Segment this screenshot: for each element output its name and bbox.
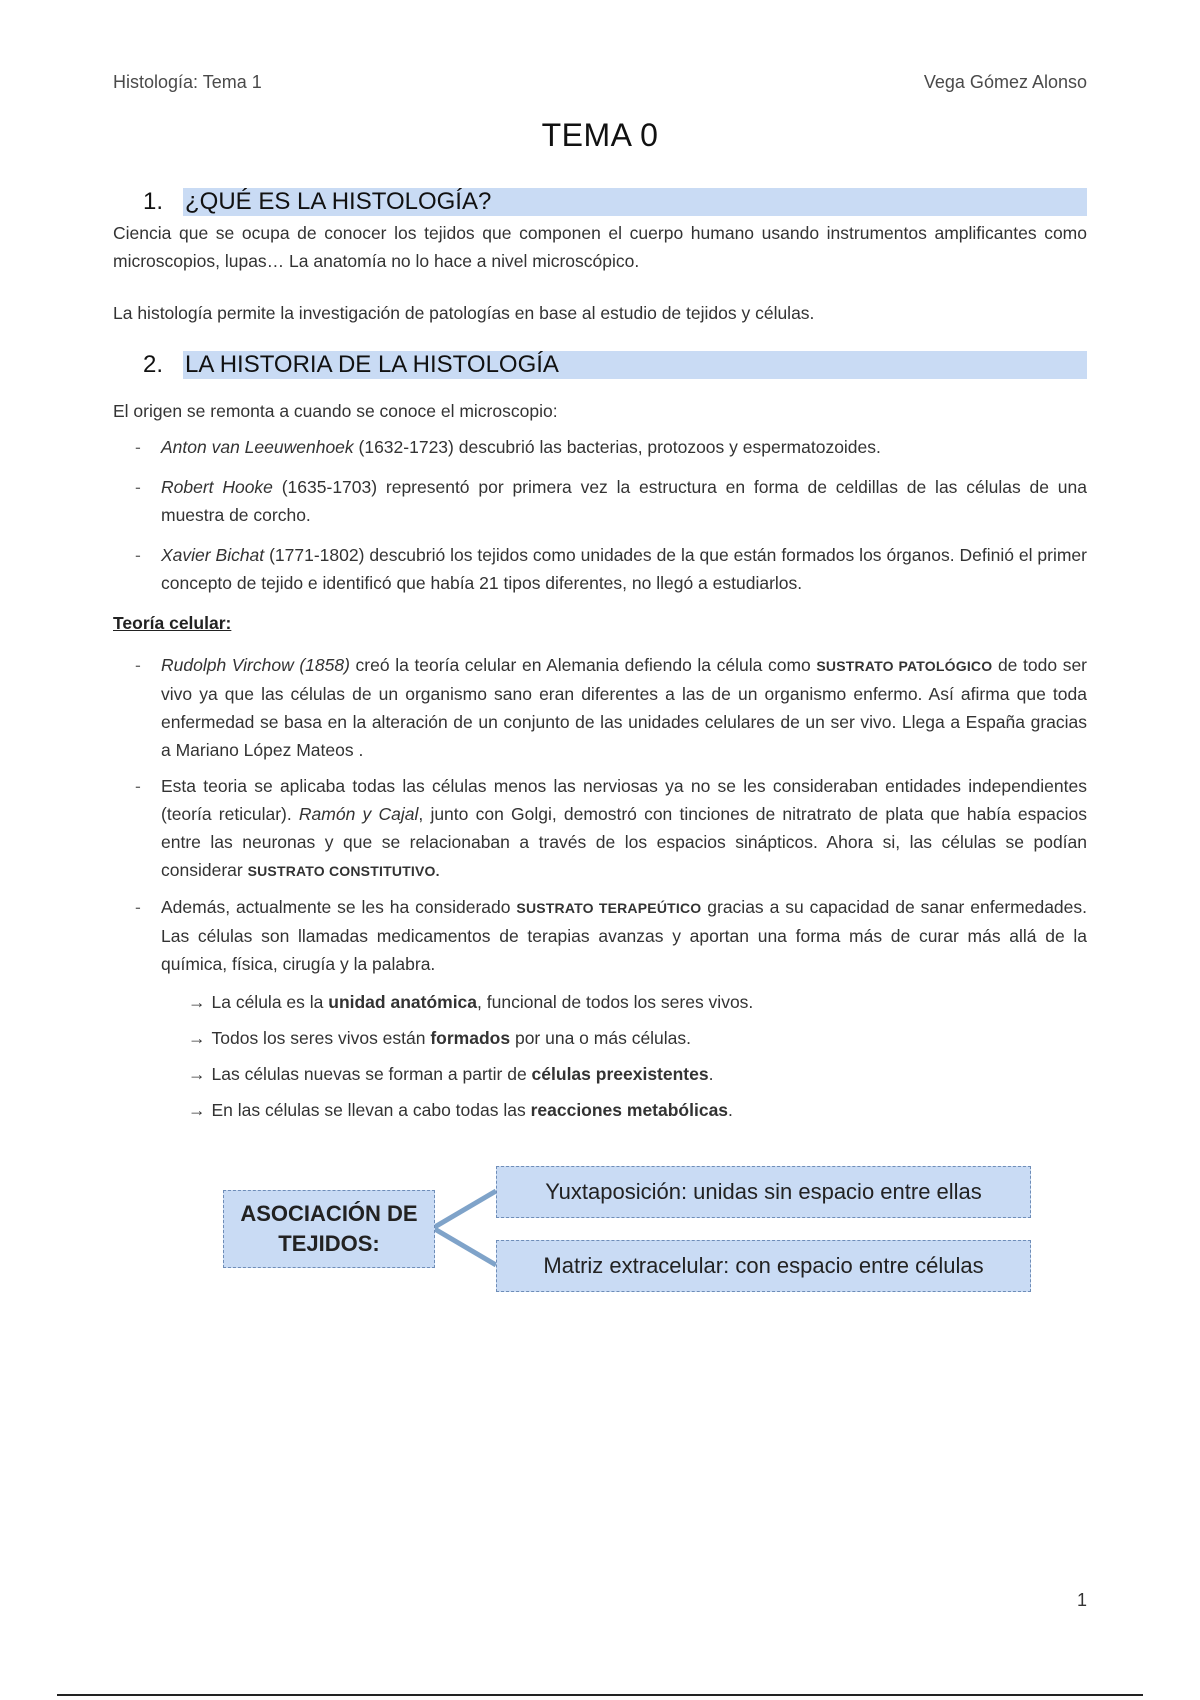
page-number: 1 [1076,1590,1087,1610]
list-item-text: de todo ser vivo ya que las células de un organismo sano eran diferentes a las de un organismo enfermo. Así afirma que toda enfermedad se basa en la alteración de un conjunto de las unidades celulares de un ser vivo. Llega a España gracias a Mariano López Mateos . [161,655,1088,760]
section-1-paragraph-2: La histología permite la investigación de patologías en base al estudio de tejidos y células. [113,303,815,323]
list-item-text: Todos los seres vivos están [211,1028,431,1048]
key-term: SUSTRATO TERAPEÚTICO [516,900,702,916]
scientist-name: Rudolph Virchow (1858) [161,655,350,675]
section-2-number: 2. [143,351,164,378]
list-item-text: , junto con Golgi, demostró con tinciones de nitratrato de plata que había espacios entre las neuronas y que se relacionaban a través de los espacios sinápticos. Ahora si, las células se podían considerar [161,804,1087,880]
list-item-text: por una o más células. [510,1028,692,1048]
list-item-text: Las células nuevas se forman a partir de [211,1064,532,1084]
arrow-right-icon: → [188,1028,206,1048]
list-item-text: (1771-1802) descubrió los tejidos como unidades de la que están formados los órganos. Definió el primer concepto de tejido e identificó que había 21 tipos diferentes, no llegó a estudiarlos. [161,545,1087,593]
section-1-number: 1. [143,188,164,215]
dash-bullet-icon: - [135,776,141,796]
diagram-branch-matriz: Matriz extracelular: con espacio entre células [496,1240,1031,1292]
diagram-branch-yuxtaposicion: Yuxtaposición: unidas sin espacio entre ellas [496,1166,1031,1218]
dash-bullet-icon: - [135,655,141,675]
key-term: SUSTRATO CONSTITUTIVO. [247,863,440,879]
connector-line-top [433,1191,496,1228]
header-author: Vega Gómez Alonso [923,72,1087,92]
list-item-text: (1635-1703) representó por primera vez la estructura en forma de celdillas de las células de una muestra de corcho. [161,477,1087,525]
key-term: SUSTRATO PATOLÓGICO [816,658,993,674]
list-item-text: (1632-1723) descubrió las bacterias, protozoos y espermatozoides. [353,437,881,457]
subheading-teoria-celular: Teoría celular: [113,613,232,633]
section-2-intro: El origen se remonta a cuando se conoce el microscopio: [113,401,558,421]
scientist-name: Ramón y Cajal [298,804,419,824]
section-2-title: LA HISTORIA DE LA HISTOLOGÍA [185,351,559,378]
list-item-text: La célula es la [211,992,329,1012]
bold-term: reacciones metabólicas [530,1100,729,1120]
arrow-right-icon: → [188,992,206,1012]
diagram-main-box: ASOCIACIÓN DE TEJIDOS: [223,1190,435,1268]
list-item-text: creó la teoría celular en Alemania defiendo la célula como [349,655,817,675]
bold-term: células preexistentes [531,1064,709,1084]
scientist-name: Robert Hooke [161,477,273,497]
header-subject: Histología: Tema 1 [113,72,262,92]
bold-term: unidad anatómica [328,992,478,1012]
arrow-right-icon: → [188,1064,206,1084]
dash-bullet-icon: - [135,545,141,565]
dash-bullet-icon: - [135,437,141,457]
scientist-name: Anton van Leeuwenhoek [161,437,354,457]
arrow-right-icon: → [188,1100,206,1120]
bold-term: formados [430,1028,511,1048]
list-item-text: Esta teoria se aplicaba todas las células menos las nerviosas ya no se les consideraban entidades independientes (teoría reticular). [161,776,1087,824]
section-1-paragraph-1: Ciencia que se ocupa de conocer los tejidos que componen el cuerpo humano usando instrumentos amplificantes como microscopios, lupas… La anatomía no lo hace a nivel microscópico. [113,223,1087,271]
list-item-text: gracias a su capacidad de sanar enfermedades. Las células son llamadas medicamentos de terapias avanzas y aportan una forma más de curar más allá de la química, física, cirugía y la palabra. [161,897,1087,974]
list-item-text: . [708,1064,714,1084]
footer-divider [57,1694,1143,1696]
list-item-text: En las células se llevan a cabo todas las [211,1100,531,1120]
list-item-text: . [728,1100,733,1120]
dash-bullet-icon: - [135,477,141,497]
scientist-name: Xavier Bichat [161,545,265,565]
section-1-title: ¿QUÉ ES LA HISTOLOGÍA? [185,188,492,215]
connector-line-bottom [433,1228,496,1265]
list-item-text: , funcional de todos los seres vivos. [477,992,754,1012]
dash-bullet-icon: - [135,897,141,917]
list-item-text: Además, actualmente se les ha considerado [161,897,517,917]
page-title: TEMA 0 [541,117,659,153]
